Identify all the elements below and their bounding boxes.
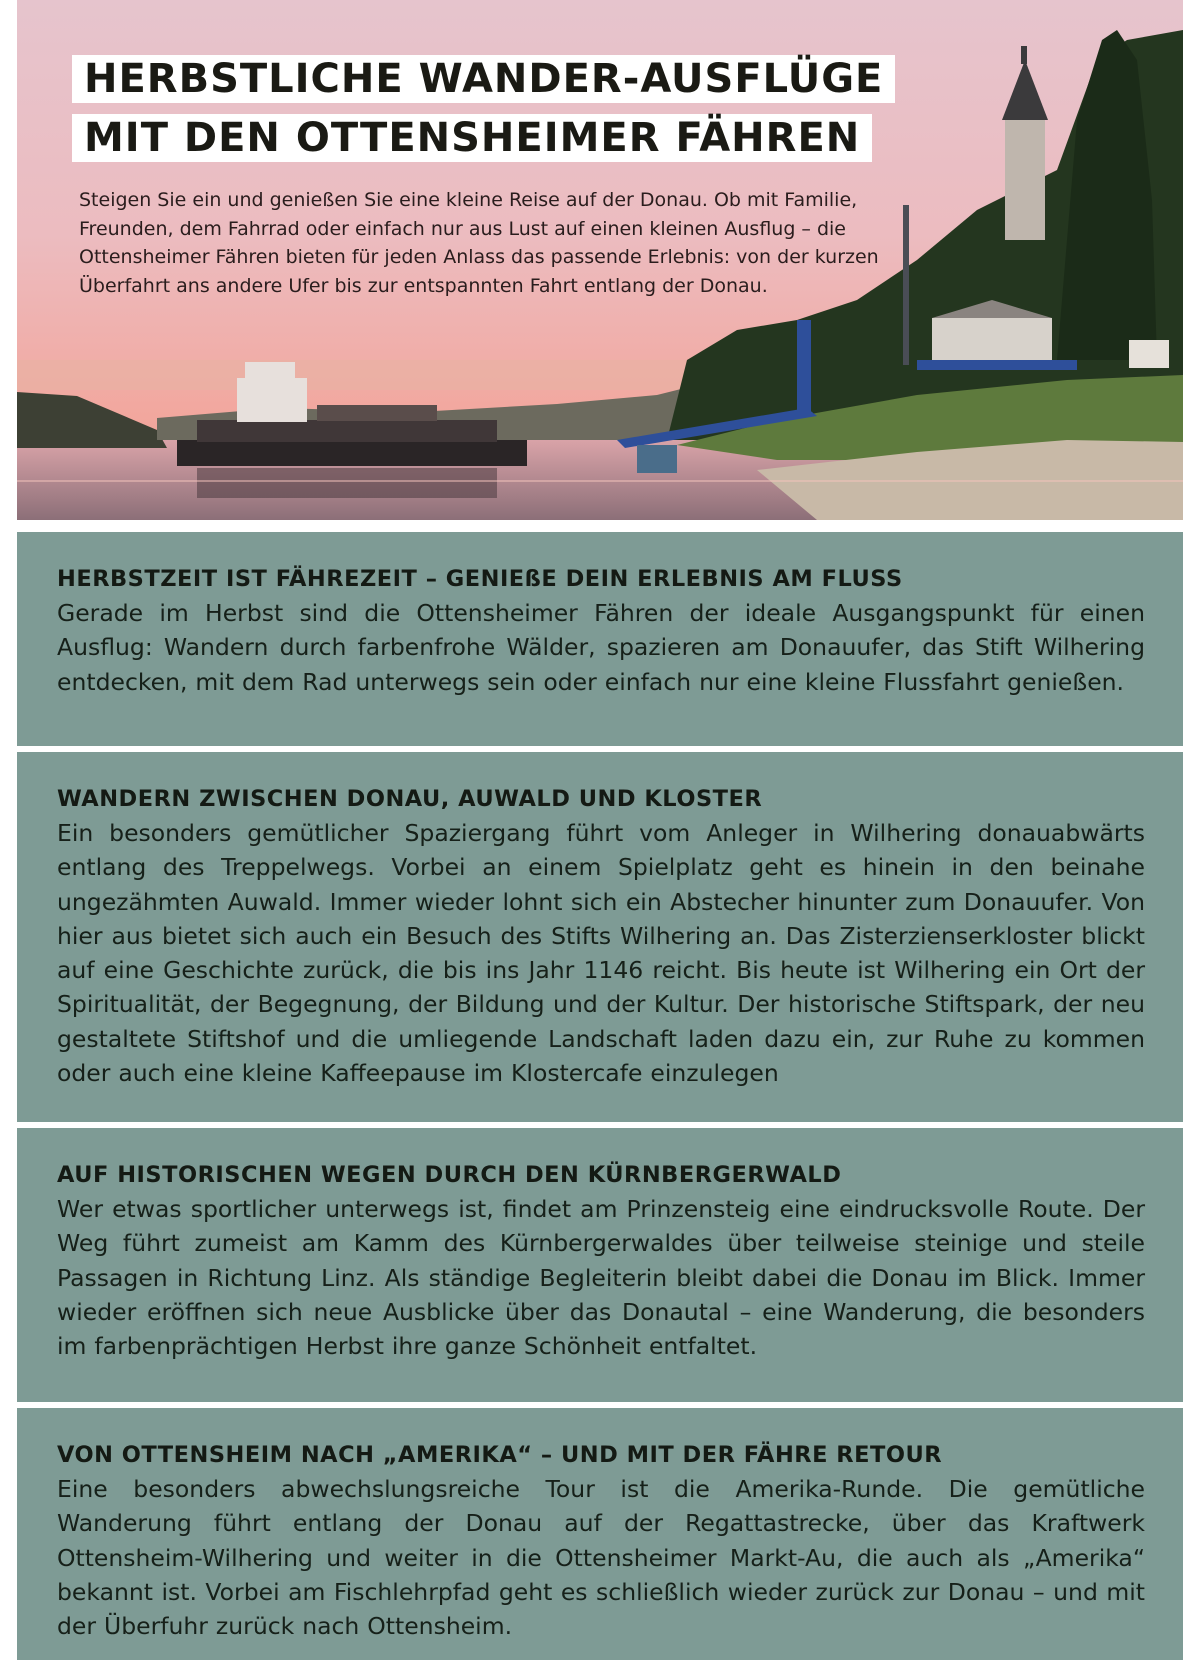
section-text: Eine besonders abwechslungsreiche Tour ist die Amerika-Runde. Die gemütliche Wanderung führt entlang der Donau auf der Regattastrecke, über das Kraftwerk Ottensheim-Wilhering und weiter in die Ottensheimer Markt-Au, die auch als „Amerika“ bekannt ist. Vorbei am Fischlehrpfad geht es schließlich wieder zurück zur Donau – und mit der Überfuhr zurück nach Ottensheim. [57,1475,1145,1641]
section-kuernbergerwald [17,1128,1183,1402]
section-text: Gerade im Herbst sind die Ottensheimer Fähren der ideale Ausgangspunkt für einen Ausflug: Wandern durch farbenfrohe Wälder, spazieren am Donauufer, das Stift Wilhering entdecken, mit dem Rad unterwegs sein oder einfach nur eine kleine Flussfahrt genießen. [57,599,1145,696]
section-heading: WANDERN ZWISCHEN DONAU, AUWALD UND KLOSTER [57,786,763,812]
hero-image [17,0,1183,520]
section-heading: AUF HISTORISCHEN WEGEN DURCH DEN KÜRNBERGERWALD [57,1162,842,1188]
section-text: Ein besonders gemütlicher Spaziergang führt vom Anleger in Wilhering donauabwärts entlang des Treppelwegs. Vorbei an einem Spielplatz geht es hinein in den beinahe ungezähmten Auwald. Immer wieder lohnt sich ein Abstecher hinunter zum Donauufer. Von hier aus bietet sich auch ein Besuch des Stifts Wilhering an. Das Zisterzienserkloster blickt auf eine Geschichte zurück, die bis ins Jahr 1146 reicht. Bis heute ist Wilhering ein Ort der Spiritualität, der Begegnung, der Bildung und der Kultur. Der historische Stiftspark, der neu gestaltete Stiftshof und die umliegende Landschaft laden dazu ein, zur Ruhe zu kommen oder auch eine kleine Kaffeepause im Klostercafe einzulegen [57,819,1145,1088]
section-heading: VON OTTENSHEIM NACH „AMERIKA“ – UND MIT DER FÄHRE RETOUR [57,1442,943,1468]
intro-text: Steigen Sie ein und genießen Sie eine kleine Reise auf der Donau. Ob mit Familie, Freunden, dem Fahrrad oder einfach nur aus Lust auf einen kleinen Ausflug – die Ottensheimer Fähren bieten für jeden Anlass das passende Erlebnis: von der kurzen Überfahrt ans andere Ufer bis zur entspannten Fahrt entlang der Donau. [79,189,879,297]
section-wandern-kloster [17,752,1183,1122]
section-herbstzeit [17,532,1183,746]
page-title-line-2: MIT DEN OTTENSHEIMER FÄHREN [72,114,872,162]
section-text: Wer etwas sportlicher unterwegs ist, findet am Prinzensteig eine eindrucksvolle Route. Der Weg führt zumeist am Kamm des Kürnbergerwaldes über teilweise steinige und steile Passagen in Richtung Linz. Als ständige Begleiterin bleibt dabei die Donau im Blick. Immer wieder eröffnen sich neue Ausblicke über das Donautal – eine Wanderung, die besonders im farbenprächtigen Herbst ihre ganze Schönheit entfaltet. [57,1195,1145,1361]
section-heading: HERBSTZEIT IST FÄHREZEIT – GENIEßE DEIN ERLEBNIS AM FLUSS [57,566,903,592]
section-amerika-runde [17,1408,1183,1660]
page-title-line-1: HERBSTLICHE WANDER-AUSFLÜGE [72,55,895,103]
